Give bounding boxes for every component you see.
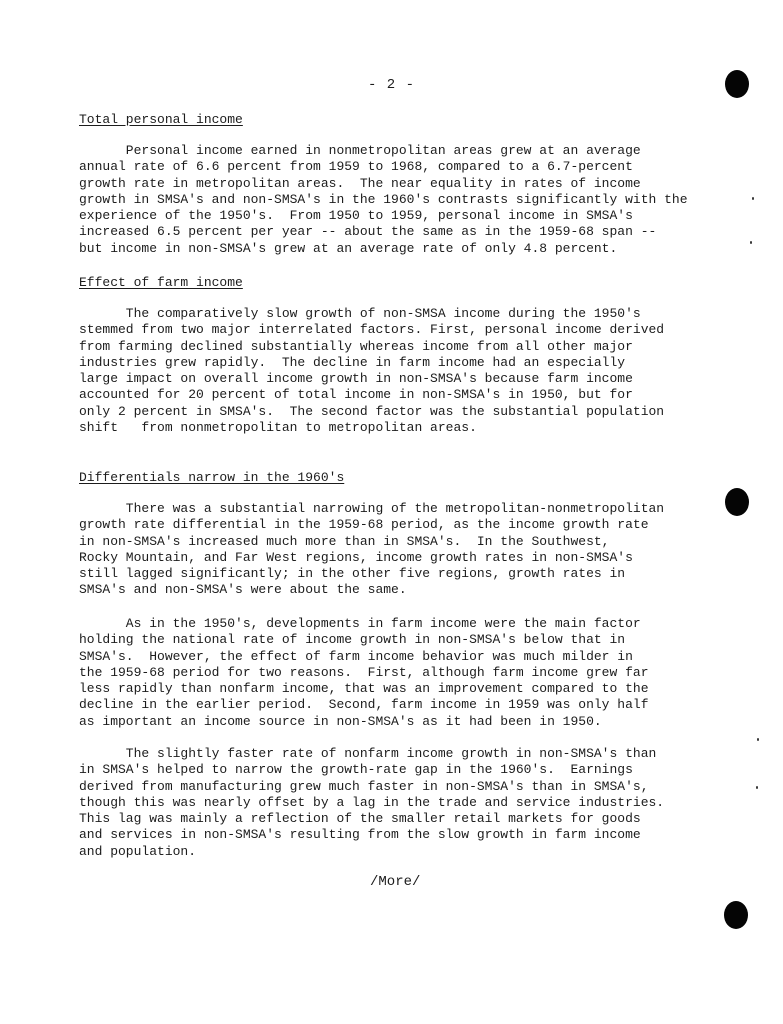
text-line: As in the 1950's, developments in farm income were the main factor (79, 616, 641, 631)
text-line: There was a substantial narrowing of the metropolitan-nonmetropolitan (79, 501, 665, 516)
text-line: less rapidly than nonfarm income, that was an improvement compared to the (79, 681, 649, 697)
text-line: though this was nearly offset by a lag in the trade and service industries. (79, 794, 665, 810)
scan-speck (752, 197, 754, 200)
text-line: stemmed from two major interrelated factors. First, personal income derived (79, 322, 665, 338)
text-line: still lagged significantly; in the other five regions, growth rates in (79, 566, 626, 582)
text-line: but income in non-SMSA's grew at an average rate of only 4.8 percent. (79, 240, 618, 256)
text-line: accounted for 20 percent of total income in non-SMSA's in 1950, but for (79, 387, 633, 403)
section-heading-total-personal-income: Total personal income (79, 112, 243, 127)
text-line: Personal income earned in nonmetropolitan areas grew at an average (79, 143, 641, 158)
text-line: holding the national rate of income growth in non-SMSA's below that in (79, 632, 626, 648)
text-line: annual rate of 6.6 percent from 1959 to 1968, compared to a 6.7-percent (79, 159, 633, 175)
text-line: The slightly faster rate of nonfarm income growth in non-SMSA's than (79, 746, 657, 761)
text-line: SMSA's and non-SMSA's were about the same. (79, 582, 407, 598)
text-line: growth in SMSA's and non-SMSA's in the 1960's contrasts significantly with the (79, 191, 688, 207)
text-line: in non-SMSA's increased much more than in SMSA's. In the Southwest, (79, 533, 610, 549)
paragraph-differentials-3 (79, 746, 729, 860)
page-number: - 2 - (367, 77, 415, 93)
text-line: This lag was mainly a reflection of the smaller retail markets for goods (79, 811, 641, 827)
text-line: SMSA's. However, the effect of farm income behavior was much milder in (79, 648, 633, 664)
scan-speck (757, 738, 759, 741)
text-line: shift from nonmetropolitan to metropolitan areas. (79, 420, 477, 436)
more-continuation-marker: /More/ (370, 874, 421, 890)
text-line: only 2 percent in SMSA's. The second factor was the substantial population (79, 403, 665, 419)
section-heading-differentials-narrow: Differentials narrow in the 1960's (79, 470, 345, 485)
paragraph-total-personal-income (79, 143, 729, 257)
text-line: growth rate in metropolitan areas. The near equality in rates of income (79, 175, 641, 191)
text-line: from farming declined substantially whereas income from all other major (79, 338, 633, 354)
text-line: Rocky Mountain, and Far West regions, income growth rates in non-SMSA's (79, 549, 633, 565)
text-line: decline in the earlier period. Second, farm income in 1959 was only half (79, 697, 649, 713)
punch-hole-middle (725, 488, 749, 516)
text-line: large impact on overall income growth in non-SMSA's because farm income (79, 371, 633, 387)
punch-hole-top (725, 70, 749, 98)
paragraph-differentials-2 (79, 616, 729, 730)
text-line: derived from manufacturing grew much faster in non-SMSA's than in SMSA's, (79, 778, 649, 794)
text-line: industries grew rapidly. The decline in farm income had an especially (79, 354, 626, 370)
text-line: in SMSA's helped to narrow the growth-rate gap in the 1960's. Earnings (79, 762, 633, 778)
scan-speck (750, 241, 752, 244)
text-line: increased 6.5 percent per year -- about the same as in the 1959-68 span -- (79, 224, 657, 240)
text-line: growth rate differential in the 1959-68 period, as the income growth rate (79, 517, 649, 533)
paragraph-differentials-1 (79, 501, 729, 599)
text-line: as important an income source in non-SMSA's as it had been in 1950. (79, 713, 602, 729)
text-line: and services in non-SMSA's resulting from the slow growth in farm income (79, 827, 641, 843)
scan-speck (756, 786, 758, 789)
text-line: and population. (79, 843, 197, 859)
punch-hole-bottom (724, 901, 748, 929)
text-line: the 1959-68 period for two reasons. First, although farm income grew far (79, 664, 649, 680)
section-heading-effect-of-farm-income: Effect of farm income (79, 275, 243, 290)
text-line: The comparatively slow growth of non-SMSA income during the 1950's (79, 306, 641, 321)
paragraph-effect-of-farm-income (79, 306, 729, 436)
text-line: experience of the 1950's. From 1950 to 1959, personal income in SMSA's (79, 208, 633, 224)
